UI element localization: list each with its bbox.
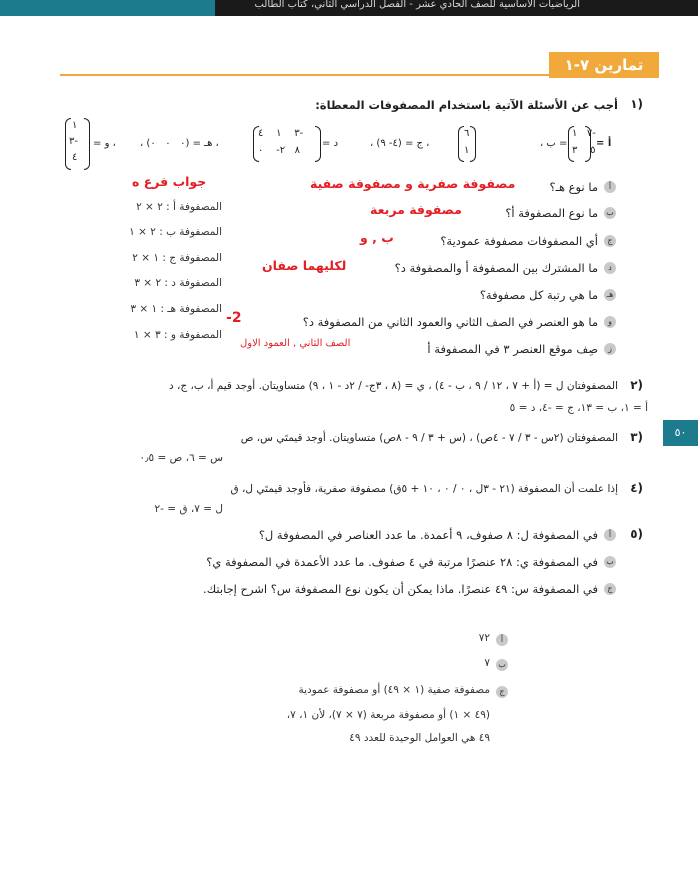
- handwritten-answer-b: مصفوفة مربعة: [370, 202, 462, 217]
- q5-answer-b: ٧: [484, 657, 490, 669]
- sub-badge: أ: [604, 181, 616, 193]
- q1-sub-g: صِف موقع العنصر ٣ في المصفوفة أ: [427, 342, 598, 356]
- sub-badge: ج: [496, 686, 508, 698]
- q1-prompt: أجب عن الأسئلة الآتية باستخدام المصفوفات المعطاة:: [315, 98, 618, 112]
- q1-sub-a: ما نوع هـ؟: [549, 180, 598, 194]
- order-answer: المصفوفة هـ : ١ × ٣: [130, 303, 222, 315]
- q2-answer: أ = ١، ب = ١٣، ج = -٤، د = ٥: [509, 402, 648, 414]
- order-answer: المصفوفة ج : ١ × ٢: [132, 252, 222, 264]
- handwritten-answer-g: الصف الثاني , العمود الاول: [240, 338, 351, 349]
- q5-answer-c-line2: (٤٩ × ١) أو مصفوفة مربعة (٧ × ٧)، لأن ١، ٧،: [286, 709, 490, 721]
- handwritten-answer-c: ب , و: [360, 230, 394, 245]
- top-header-bar: [0, 0, 698, 16]
- section-title: تمارين ٧-١: [549, 52, 659, 78]
- handwritten-answer-a: مصفوفة صفرية و مصفوفة صفية: [310, 176, 516, 191]
- sub-badge: ج: [604, 235, 616, 247]
- sub-badge: ب: [604, 556, 616, 568]
- q1-sub-e: ما هي رتبة كل مصفوفة؟: [479, 288, 598, 302]
- q5-answer-c: مصفوفة صفية (١ × ٤٩) أو مصفوفة عمودية: [298, 684, 490, 696]
- page-number-tab: ٥٠: [663, 420, 698, 446]
- handwritten-answer-f: 2-: [226, 310, 242, 326]
- q2-number: ٢): [630, 378, 643, 392]
- order-answer: المصفوفة ب : ٢ × ١: [129, 226, 222, 238]
- q2-text: المصفوفتان ل = (أ + ٧ ، ١٢ / ٩ ، ب - ٤) ، ي = (٨ ، ٣ج- / ٢د - ١ ، ٩) متساويتان. أوجد قيم أ، ب، ج، د: [168, 380, 618, 392]
- q5-answer-a: ٧٢: [478, 632, 490, 644]
- q5-number: ٥): [630, 527, 643, 541]
- sub-badge: د: [604, 262, 616, 274]
- sub-badge: أ: [496, 634, 508, 646]
- q5-answer-c-line3: ٤٩ هي العوامل الوحيدة للعدد ٤٩: [349, 732, 490, 744]
- handwritten-answer-d: لكليهما صفان: [262, 258, 347, 273]
- handwritten-branch-note: جواب فرع ه: [132, 174, 207, 189]
- q5-sub-a: في المصفوفة ل: ٨ صفوف، ٩ أعمدة. ما عدد العناصر في المصفوفة ل؟: [258, 528, 598, 542]
- q1-sub-f: ما هو العنصر في الصف الثاني والعمود الثاني من المصفوفة د؟: [302, 315, 598, 329]
- header-title: الرياضيات الأساسية للصف الحادي عشر - الفصل الدراسي الثاني، كتاب الطالب: [254, 0, 580, 10]
- order-answer: المصفوفة أ : ٢ × ٢: [136, 201, 222, 213]
- q3-number: ٣): [630, 430, 643, 444]
- q3-text: المصفوفتان (٢س - ٣ / ٧ - ٤ص) ، (س + ٣ / ٩ - ٨ص) متساويتان. أوجد قيمتَي س، ص: [240, 432, 618, 444]
- order-answer: المصفوفة و : ٣ × ١: [133, 329, 222, 341]
- q4-answer: ل = ٧، ق = -٢: [154, 503, 223, 515]
- sub-badge: هـ: [604, 289, 616, 301]
- order-answer: المصفوفة د : ٢ × ٣: [134, 277, 222, 289]
- sub-badge: ب: [604, 207, 616, 219]
- header-accent: [0, 0, 215, 16]
- q4-text: إذا علمت أن المصفوفة (٢١ - ٣ل ، ٠ / ٠ ، ١٠ + ٥ق) مصفوفة صفرية، فأوجد قيمتَي ل، ق: [230, 483, 618, 495]
- q1-sub-b: ما نوع المصفوفة أ؟: [505, 206, 598, 220]
- q4-number: ٤): [630, 481, 643, 495]
- sub-badge: ز: [604, 343, 616, 355]
- q3-answer: س = ٦، ص = ٠٫٥: [139, 452, 223, 464]
- sub-badge: و: [604, 316, 616, 328]
- q1-sub-d: ما المشترك بين المصفوفة أ والمصفوفة د؟: [394, 261, 598, 275]
- q5-sub-b: في المصفوفة ي: ٢٨ عنصرًا مرتبة في ٤ صفوف. ما عدد الأعمدة في المصفوفة ي؟: [206, 555, 598, 569]
- sub-badge: ج: [604, 583, 616, 595]
- q5-sub-c: في المصفوفة س: ٤٩ عنصرًا. ماذا يمكن أن يكون نوع المصفوفة س؟ اشرح إجابتك.: [203, 582, 598, 596]
- q1-sub-c: أي المصفوفات مصفوفة عمودية؟: [440, 234, 598, 248]
- sub-badge: ب: [496, 659, 508, 671]
- q1-number: ١): [630, 97, 643, 111]
- sub-badge: أ: [604, 529, 616, 541]
